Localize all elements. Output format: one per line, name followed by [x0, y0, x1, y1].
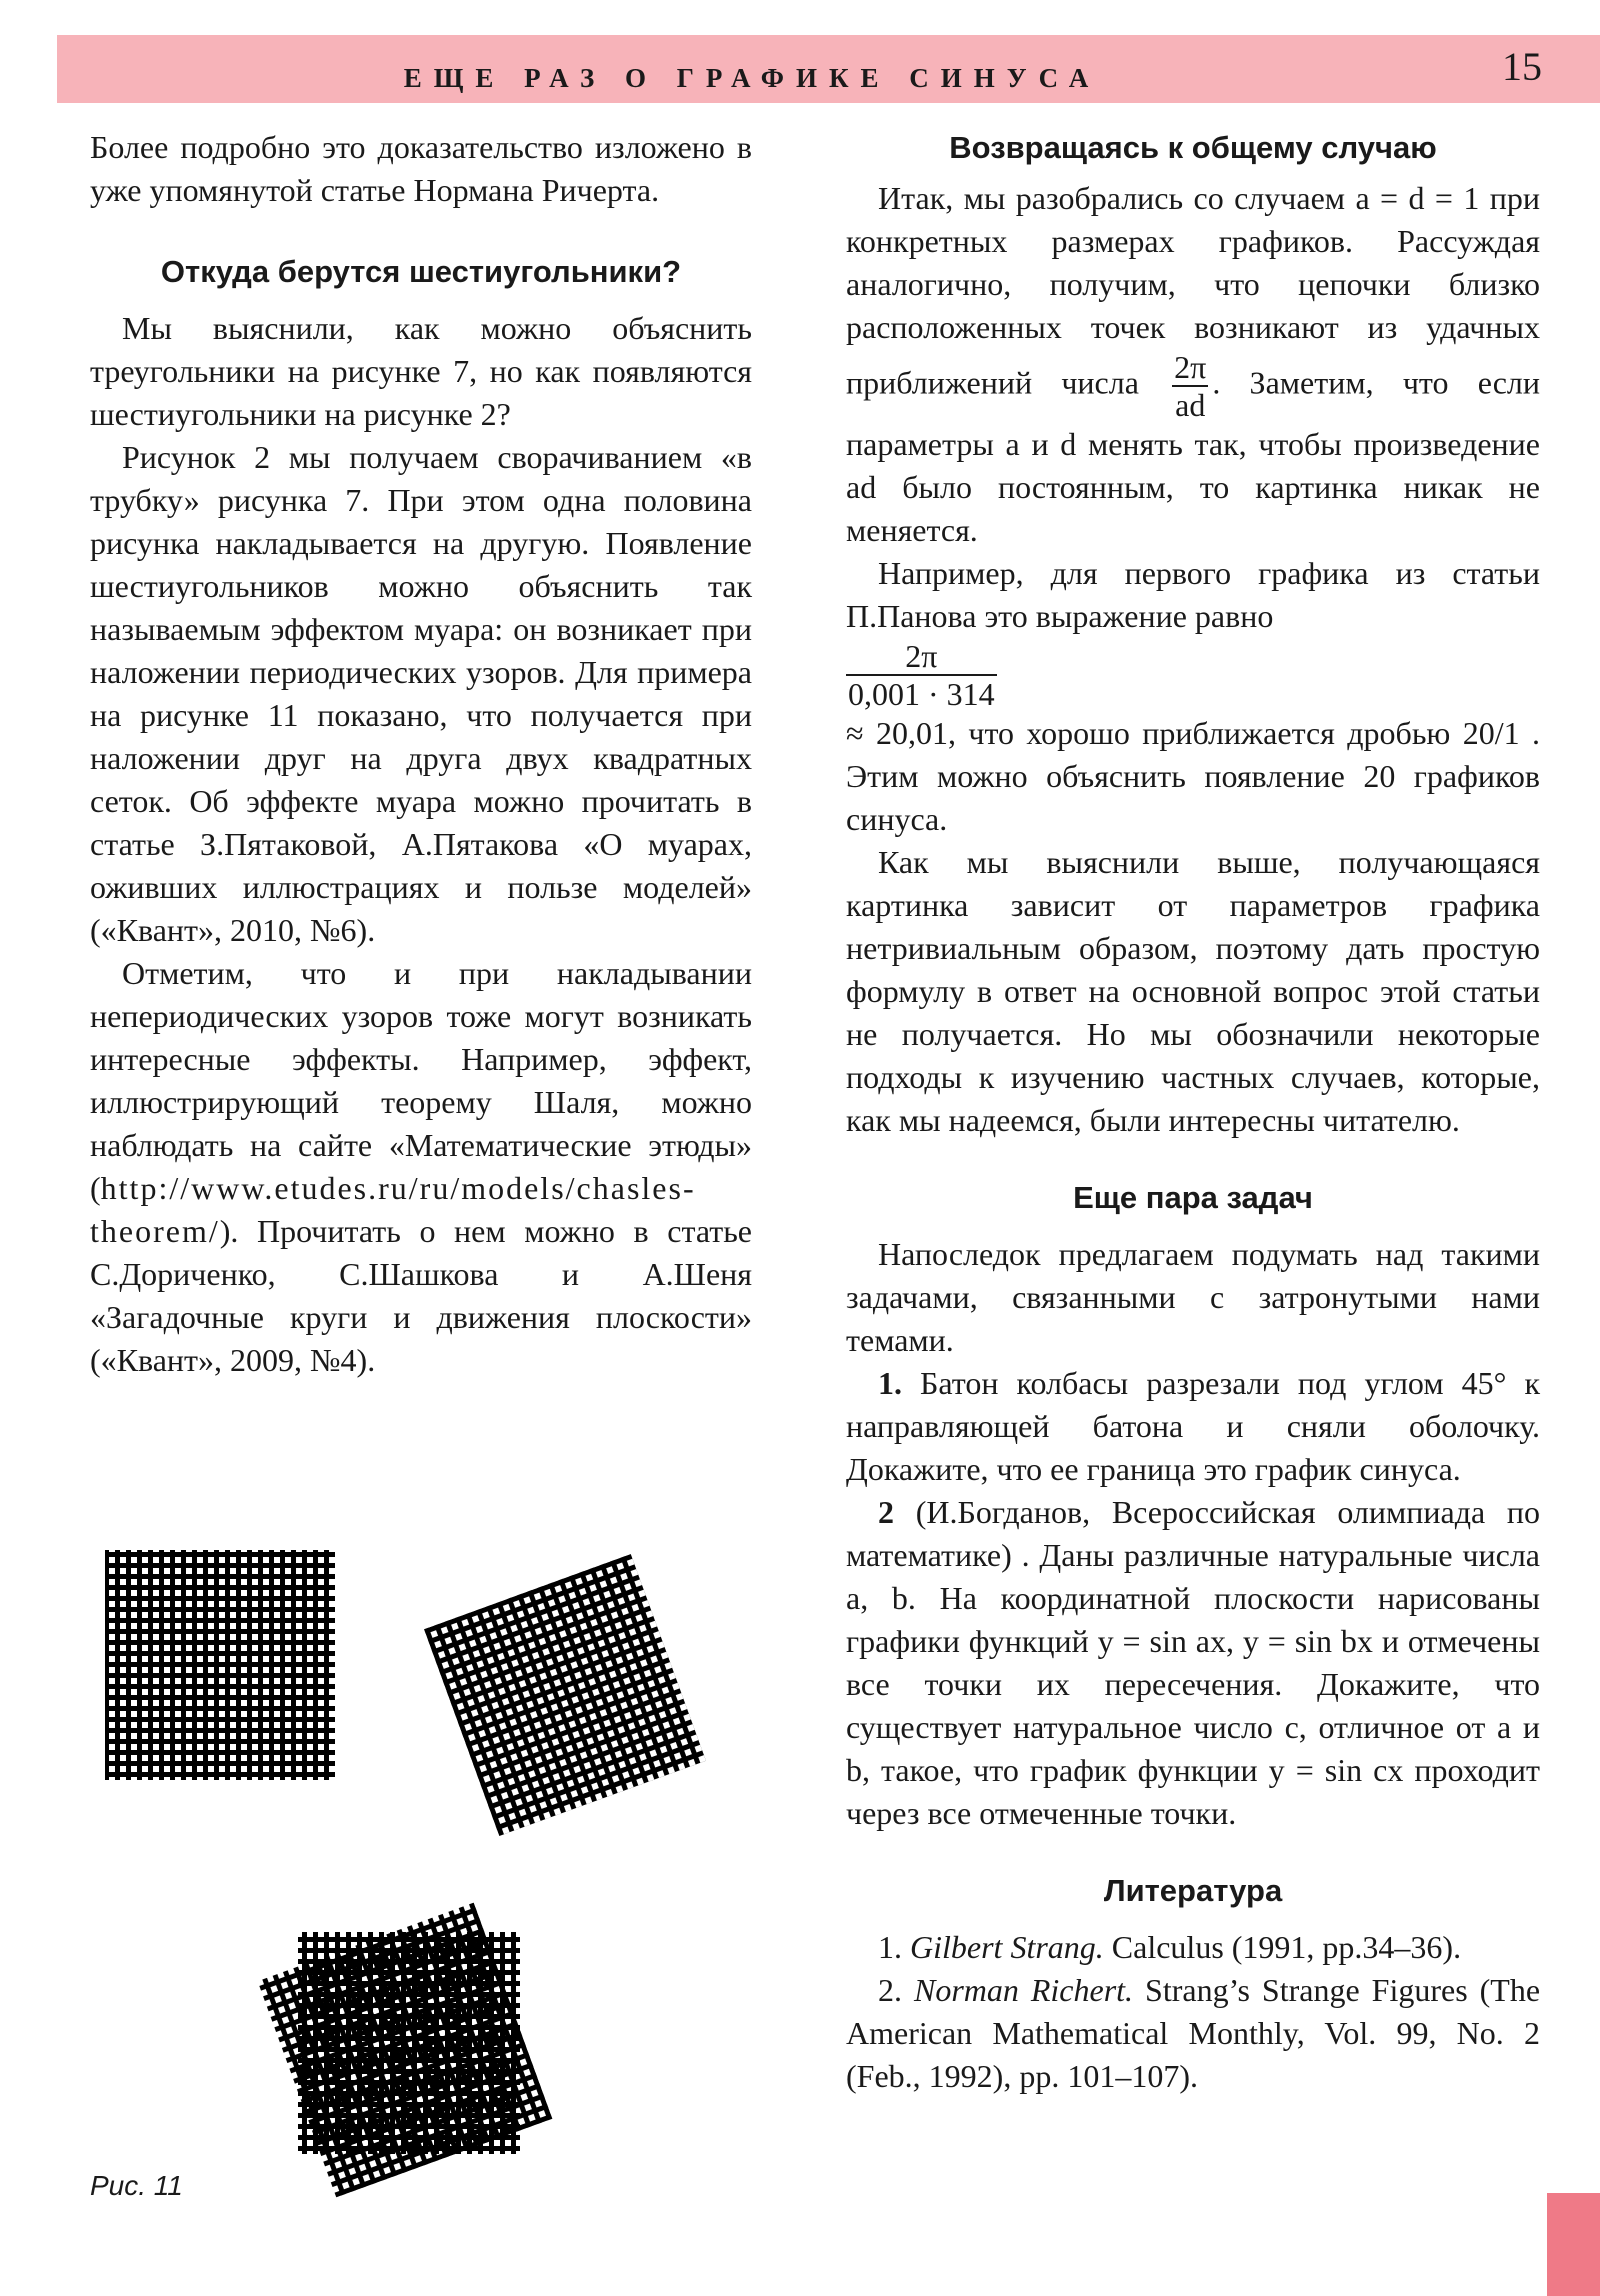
problem-2 — [846, 1491, 1540, 1835]
problem-text: (И.Богданов, Всероссийская олимпиада по математике) . Даны различные натуральные числа a, b. На координатной плоскости нарисованы графики функций y = sin ax, y = sin bx и отмечены все точки их пересечения. Докажите, что существует натуральное число c, отличное от a и b, такое, что график функции y = sin cx проходит через все отмеченные точки. — [846, 1494, 1541, 1831]
section-heading-hexagons: Откуда берутся шестиугольники? — [160, 254, 682, 289]
fraction-numerator: 2π — [846, 638, 997, 676]
fraction-denominator: 0,001 · 314 — [848, 676, 995, 712]
figure-caption: Рис. 11 — [90, 2170, 183, 2201]
fraction-denominator: ad — [1175, 387, 1206, 423]
left-column — [90, 126, 752, 1382]
paragraph: ≈ 20,01, что хорошо приближается дробью 20/1 . Этим можно объяснить появление 20 графиков синуса. — [846, 715, 1540, 837]
page-corner-mark — [1547, 2193, 1600, 2296]
reference-item — [846, 1969, 1540, 2098]
problem-number: 2 — [878, 1494, 894, 1530]
reference-text: Calculus (1991, pp.34–36). — [1111, 1929, 1462, 1965]
square-grid-1 — [105, 1550, 335, 1780]
section-heading-literature: Литература — [1103, 1873, 1283, 1908]
reference-author: Norman Richert. — [913, 1972, 1134, 2008]
moire-figure — [60, 1530, 760, 2230]
intro-paragraph: Более подробно это доказательство изложено в уже упомянутой статье Нормана Ричерта. — [90, 129, 752, 208]
paragraph — [90, 952, 752, 1382]
section-heading-problems: Еще пара задач — [1073, 1180, 1313, 1215]
reference-number: 2. — [878, 1972, 902, 2008]
problem-1 — [846, 1362, 1540, 1491]
right-column — [846, 126, 1540, 2098]
reference-number: 1. — [878, 1929, 902, 1965]
running-title: ЕЩЕ РАЗ О ГРАФИКЕ СИНУСА — [403, 63, 1101, 93]
page-number: 15 — [1502, 44, 1542, 89]
website-link[interactable]: http://www.etudes.ru/ru/models/chasles-theorem/ — [90, 1170, 696, 1249]
paragraph: Например, для первого графика из статьи П.Панова это выражение равно — [846, 555, 1540, 634]
paragraph-text: . Заметим, что если параметры a и d менять так, чтобы произведение ad было постоянным, то картинка никак не меняется. — [846, 364, 1541, 548]
reference-item — [846, 1926, 1540, 1969]
problem-number: 1. — [878, 1365, 902, 1401]
fraction-numerator: 2π — [1174, 349, 1207, 385]
problem-text: Батон колбасы разрезали под углом 45° к направляющей батона и сняли оболочку. Докажите, что ее граница это график синуса. — [846, 1365, 1541, 1487]
paragraph: Напоследок предлагаем подумать над такими задачами, связанными с затронутыми нами темами. — [846, 1236, 1540, 1358]
paragraph-text: ). Прочитать о нем можно в статье С.Дориченко, С.Шашкова и А.Шеня «Загадочные круги и движения плоскости» («Квант», 2009, №4). — [90, 1213, 752, 1378]
fraction-2pi-over-ad — [1172, 349, 1208, 423]
fraction-2pi-over-product — [846, 638, 997, 712]
section-heading-general-case: Возвращаясь к общему случаю — [949, 130, 1437, 165]
reference-author: Gilbert Strang. — [910, 1929, 1104, 1965]
paragraph-text: Отметим, что и при накладывании непериодических узоров тоже могут возникать интересные эффекты. Например, эффект, иллюстрирующий теорему Шаля, можно наблюдать на сайте «Математические этюды» ( — [90, 955, 752, 1206]
paragraph-text: Итак, мы разобрались со случаем a = d = 1 при конкретных размерах графиков. Рассуждая аналогично, получим, что цепочки близко расположенных точек возникают из удачных приближений числа — [846, 180, 1540, 401]
formula-line — [846, 638, 1540, 712]
paragraph — [846, 177, 1540, 552]
running-header — [57, 35, 1600, 103]
paragraph: Мы выяснили, как можно объяснить треугольники на рисунке 7, но как появляются шестиугольники на рисунке 2? — [90, 310, 752, 432]
square-grid-2-rotated — [424, 1554, 706, 1836]
reference-text: Strang’s Strange Figures (The American Mathematical Monthly, Vol. 99, No. 2 (Feb., 1992), pp. 101–107). — [846, 1972, 1541, 2094]
paragraph: Как мы выяснили выше, получающаяся картинка зависит от параметров графика нетривиальным образом, поэтому дать простую формулу в ответ на основной вопрос этой статьи не получается. Но мы обозначили некоторые подходы к изучению частных случаев, которые, как мы надеемся, были интересны читателю. — [846, 844, 1540, 1138]
paragraph: Рисунок 2 мы получаем сворачиванием «в трубку» рисунка 7. При этом одна половина рисунка накладывается на другую. Появление шестиугольников можно объяснить так называемым эффектом муара: он возникает при наложении периодических узоров. Для примера на рисунке 11 показано, что получается при наложении друг на друга двух квадратных сеток. Об эффекте муара можно прочитать в статье З.Пятаковой, А.Пятакова «О муарах, оживших иллюстрациях и пользе моделей» («Квант», 2010, №6). — [90, 439, 752, 948]
reference-list — [846, 1926, 1540, 2098]
